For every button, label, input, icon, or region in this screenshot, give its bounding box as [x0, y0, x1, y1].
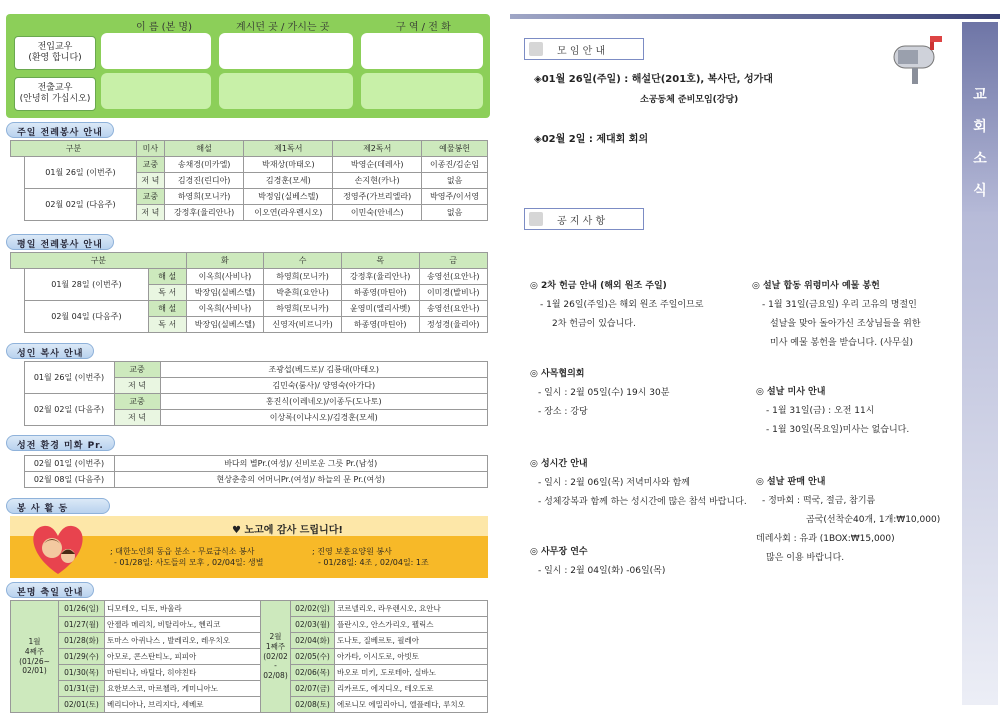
table-row: 02월 04일 (다음주) 해 설 이옥희(사비나) 하영희(모니카) 윤영미(엘리사벳) 송영선(요안나)	[11, 301, 488, 317]
volunteer-right-line2: - 01/28일: 4조 , 02/04일: 1조	[318, 558, 429, 567]
clean-title: 성전 환경 미화 Pr.	[6, 435, 115, 451]
outgoing-label: 전출교우 (안녕히 가십시오)	[14, 77, 96, 111]
notice-new-year-mass: ◎ 설날 미사 안내 - 1월 31일(금) : 오전 11시 - 1월 30일(목요일)미사는 없습니다.	[756, 387, 910, 435]
volunteer-thanks: ♥ 노고에 감사 드립니다!	[232, 525, 343, 536]
feast-title: 본명 축일 안내	[6, 582, 94, 598]
table-row: 01월 26일 (이번주) 교중 송채경(미카엘) 박재상(마태오) 박영순(데레사) 이종진/김순임	[11, 157, 488, 173]
notice-icon	[529, 212, 543, 226]
table-row: 02월 02일 (다음주) 교중 홍진식(이레네오)/이종두(도나토)	[10, 394, 488, 410]
table-row: 01/28(화) 토마스 아퀴나스 , 발레리오, 레우치오 02/04(화) 도나토, 질베르토, 필레아	[11, 633, 488, 649]
volunteer-title: 봉 사 활 동	[6, 498, 110, 514]
incoming-name-field[interactable]	[101, 33, 211, 69]
volunteer-illustration	[24, 518, 92, 578]
weekday-table: 구분 화 수 목 금 01월 28일 (이번주) 해 설 이옥희(사비나) 하영희(모니카) 강정후(율리안나) 송영선(요안나) 독 서 박장임(실베스텔) 박춘희(요안나) 하종영(마틴아) 이미경(발비나) 02월 04일 (다음주) 해 설 이옥희(사비나) 하영희(모니카) 윤영미(엘리사벳) 송영선(요안나) 독 서 박장임(실베스텔) 신영자(비르니카) 하종영(마틴아) 정성경(율리아)	[10, 252, 488, 333]
sunday-table: 구분 미사 해설 제1독서 제2독서 예물봉헌 01월 26일 (이번주) 교중 송채경(미카엘) 박재상(마태오) 박영순(데레사) 이종진/김순임 저 녁 김경진(린디아) 김경훈(모세) 손지현(카나) 없음 02월 02일 (다음주) 교중 하영희(모니카) 박정임(실베스텔) 정영주(가브리엘라) 박영주/이서영 저 녁 강정후(율리안나) 이오연(라우렌시오) 이민숙(안네스) 없음	[10, 140, 488, 221]
table-row: 02월 01일 (이번주) 바다의 별Pr.(여성)/ 신비로운 그릇 Pr.(남성)	[10, 456, 488, 472]
notice-training: ◎ 사무장 연수 - 일시 : 2월 04일(화) -06일(목)	[530, 547, 666, 576]
outgoing-place-field[interactable]	[219, 73, 353, 109]
altar-table	[10, 361, 488, 426]
table-row: 01/31(금) 요한보스코, 마르첼라, 게미니아노 02/07(금) 리카르도, 에지디오, 테오도로	[11, 681, 488, 697]
outgoing-name-field[interactable]	[101, 73, 211, 109]
table-row: 저 녁 강정후(율리안나) 이오연(라우렌시오) 이민숙(안네스) 없음	[11, 205, 488, 221]
notice-offering: ◎ 2차 헌금 안내 (해외 원조 주일) - 1월 26일(주일)은 해외 원조 주일이므로 2차 헌금이 있습니다.	[530, 281, 704, 329]
table-row: 저 녁 김경진(린디아) 김경훈(모세) 손지현(카나) 없음	[11, 173, 488, 189]
table-row: 01/30(목) 마틴티나, 바틸다, 히야친타 02/06(목) 바오로 미키, 도로테아, 실바노	[11, 665, 488, 681]
meeting-icon	[529, 42, 543, 56]
table-row: 01월 28일 (이번주) 해 설 이옥희(사비나) 하영희(모니카) 강정후(율리안나) 송영선(요안나)	[11, 269, 488, 285]
table-row: 02/01(토) 베리디아나, 브리지다, 세베로 02/08(토) 에로니모 에밀리아니, 엘플레다, 루치오	[11, 697, 488, 713]
mailbox-icon	[886, 32, 948, 86]
table-row: 02월 08일 (다음주) 현상춘총의 어머니Pr.(여성)/ 하늘의 문 Pr.(여성)	[10, 472, 488, 488]
incoming-place-field[interactable]	[219, 33, 353, 69]
table-row: 01/27(월) 안젤라 메리치, 비탈리아노, 헨리코 02/03(월) 플란시오, 안스가리오, 펠릭스	[11, 617, 488, 633]
newcomer-panel	[6, 14, 490, 118]
notice-memorial-mass: ◎ 설날 합동 위령미사 예물 봉헌 - 1월 31일(금요일) 우리 고유의 명절인 설날을 맞아 돌아가신 조상님들을 위한 미사 예물 봉헌을 받습니다. (사무실)	[752, 281, 921, 348]
notice-header: 공 지 사 항	[524, 208, 644, 230]
outgoing-area-field[interactable]	[361, 73, 483, 109]
header-area: 구 역 / 전 화	[396, 22, 451, 33]
right-side-strip	[962, 200, 998, 705]
header-name: 이 름 (본 명)	[136, 22, 192, 33]
notice-sale: ◎ 설날 판매 안내 - 정마회 : 떡국, 절금, 참기름 곰국(선착순40개, 1개:₩10,000) 데레사회 : 유과 (1BOX:₩15,000) 많은 이용 바랍니다.	[756, 477, 941, 563]
meeting-item-1: ◈01월 26일(주일) : 해설단(201호), 복사단, 성가대	[534, 74, 773, 85]
week2-label: 2월 1째주 (02/02 - 02/08)	[261, 601, 291, 713]
notice-holy-hour: ◎ 성시간 안내 - 일시 : 2월 06일(목) 저녁미사와 함께 - 성체강복과 함께 하는 성시간에 많은 참석 바랍니다.	[530, 459, 747, 507]
header-place: 계시던 곳 / 가시는 곳	[236, 22, 330, 33]
table-row: 독 서 박장임(실베스텔) 신영자(비르니카) 하종영(마틴아) 정성경(율리아)	[11, 317, 488, 333]
feast-table	[10, 600, 488, 713]
right-top-bar	[510, 14, 1000, 19]
sunday-title: 주일 전례봉사 안내	[6, 122, 114, 138]
meeting-header: 모 임 안 내	[524, 38, 644, 60]
notice-council: ◎ 사목협의회 - 일시 : 2월 05일(수) 19시 30분 - 장소 : 강당	[530, 369, 670, 417]
altar-title: 성인 복사 안내	[6, 343, 94, 359]
volunteer-right-line1: ; 진영 보훈요양원 봉사	[312, 547, 392, 556]
table-row: 저 녁 이상록(이냐시오)/김경훈(모세)	[10, 410, 488, 426]
clean-table	[10, 455, 488, 488]
table-row: 저 녁 김민숙(룸사)/ 양영숙(아가다)	[10, 378, 488, 394]
table-row: 1월 4째주 (01/26~ 02/01) 01/26(일) 디모테오, 디토, 바울라 2월 1째주 (02/02 - 02/08) 02/02(일) 코르넬리오, 라우렌시오, 요안나	[11, 601, 488, 617]
meeting-item-2: ◈02월 2일 : 제대회 회의	[534, 134, 649, 145]
table-row: 01/29(수) 아모로, 콘스탄티노, 피피아 02/05(수) 아가타, 이시도로, 아빗토	[11, 649, 488, 665]
table-row: 01월 26일 (이번주) 교중 조광섭(베드로)/ 김룡대(마태오)	[10, 362, 488, 378]
incoming-area-field[interactable]	[361, 33, 483, 69]
table-row: 02월 02일 (다음주) 교중 하영희(모니카) 박정임(실베스텔) 정영주(가브리엘라) 박영주/이서영	[11, 189, 488, 205]
weekday-title: 평일 전례봉사 안내	[6, 234, 114, 250]
incoming-label: 전입교우 (환영 합니다)	[14, 36, 96, 70]
meeting-item-1b: 소공동체 준비모임(강당)	[640, 95, 739, 105]
volunteer-left-line2: - 01/28일: 사도들의 모후 , 02/04일: 생별	[114, 558, 264, 567]
table-row: 독 서 박장임(실베스텔) 박춘희(요안나) 하종영(마틴아) 이미경(발비나)	[11, 285, 488, 301]
volunteer-left-line1: ; 대한노인회 동읍 분소 - 무료급식소 봉사	[110, 547, 255, 556]
church-news-tab: 교 회 소 식	[962, 22, 998, 212]
week1-label: 1월 4째주 (01/26~ 02/01)	[11, 601, 59, 713]
